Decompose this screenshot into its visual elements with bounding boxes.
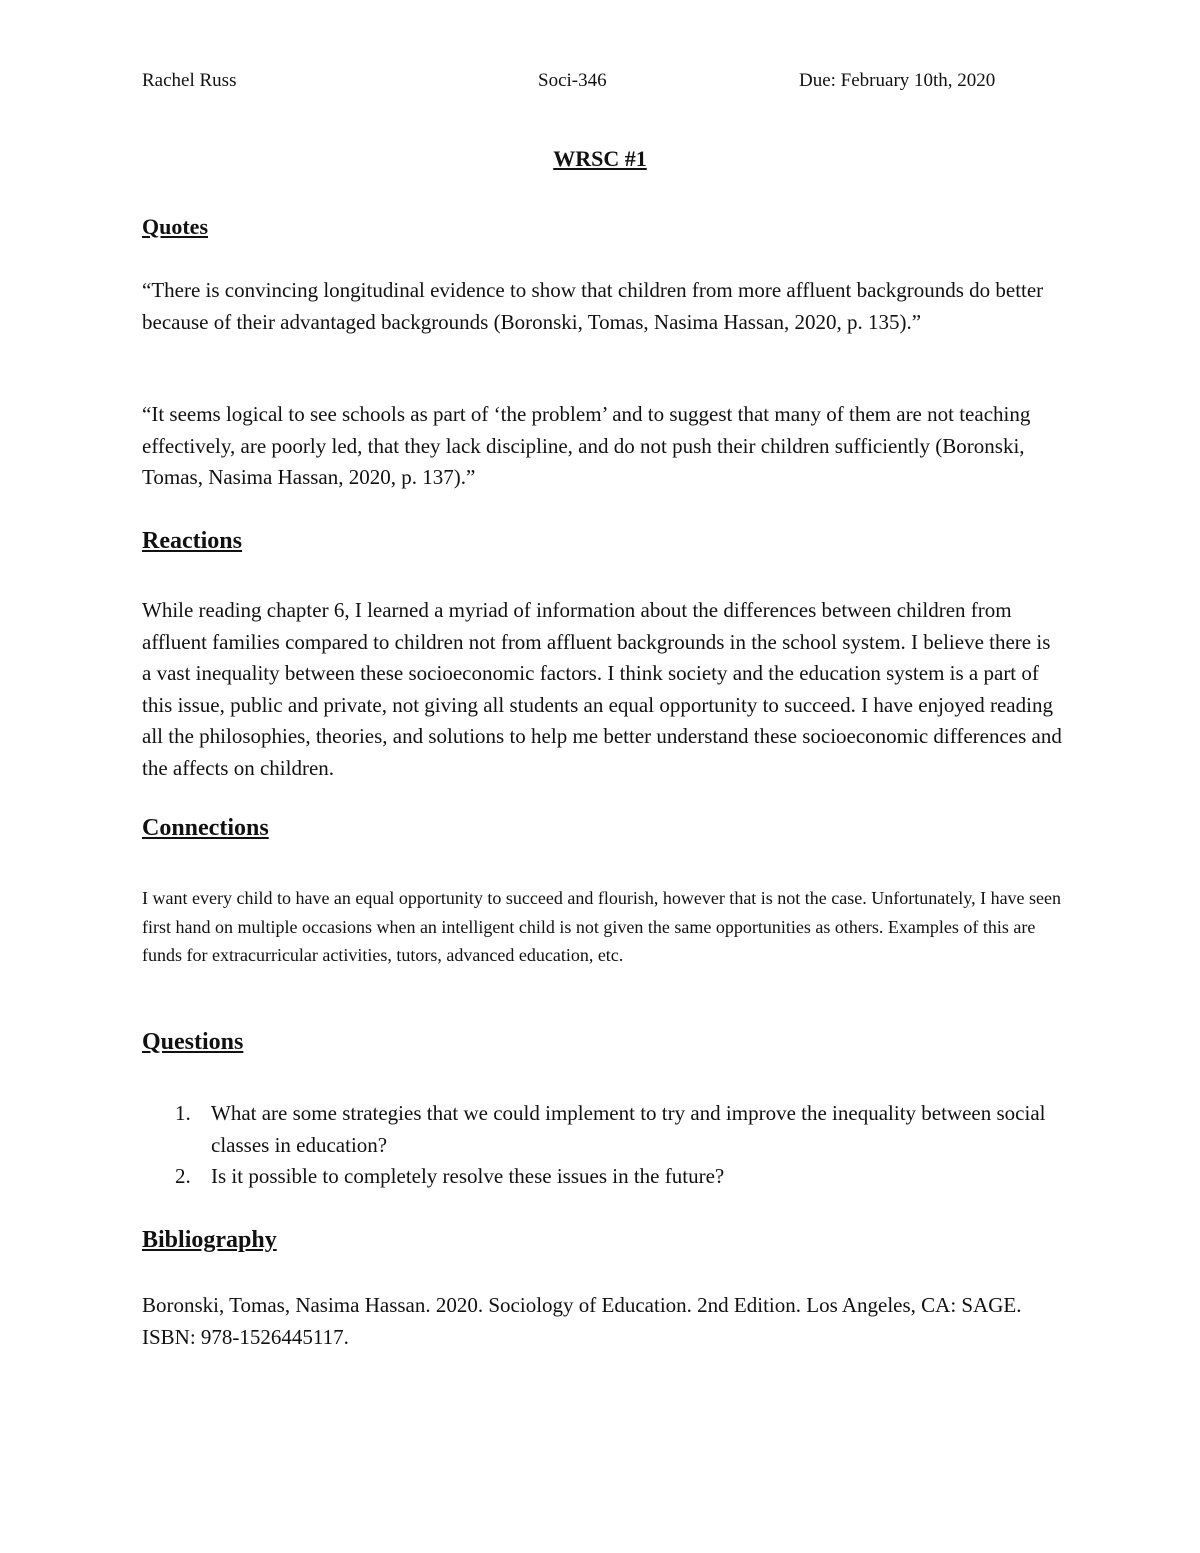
bibliography-heading: Bibliography [142,1227,277,1253]
question-number: 2. [175,1164,191,1188]
list-item [142,1161,1062,1193]
connections-heading: Connections [142,815,269,841]
quote-1: “There is convincing longitudinal evidence to show that children from more affluent backgrounds do better because of their advantaged backgrounds (Boronski, Tomas, Nasima Hassan, 2020, p. 135).” [142,278,1044,334]
document-title: WRSC #1 [553,146,647,171]
question-number: 1. [175,1101,191,1125]
list-item [142,1098,1062,1161]
due-date: Due: February 10th, 2020 [799,70,996,91]
quote-2: “It seems logical to see schools as part of ‘the problem’ and to suggest that many of them are not teaching effectively, are poorly led, that they lack discipline, and do not push their children sufficiently (Boronski, Tomas, Nasima Hassan, 2020, p. 137).” [142,402,1031,489]
bibliography-entry: Boronski, Tomas, Nasima Hassan. 2020. Sociology of Education. 2nd Edition. Los Angeles, CA: SAGE. ISBN: 978-1526445117. [142,1293,1022,1349]
course-code: Soci-346 [538,70,607,91]
questions-list [142,1098,1062,1193]
reactions-paragraph: While reading chapter 6, I learned a myriad of information about the differences between children from affluent families compared to children not from affluent backgrounds in the school system. I believe there is a vast inequality between these socioeconomic factors. I think society and the education system is a part of this issue, public and private, not giving all students an equal opportunity to succeed. I have enjoyed reading all the philosophies, theories, and solutions to help me better understand these socioeconomic differences and the affects on children. [142,598,1062,780]
connections-paragraph: I want every child to have an equal opportunity to succeed and flourish, however that is not the case. Unfortunately, I have seen first hand on multiple occasions when an intelligent child is not given the same opportunities as others. Examples of this are funds for extracurricular activities, tutors, advanced education, etc. [142,888,1062,965]
reactions-heading: Reactions [142,528,242,554]
author-name: Rachel Russ [142,70,237,91]
question-text: Is it possible to completely resolve these issues in the future? [211,1164,725,1188]
questions-heading: Questions [142,1029,244,1055]
page-header [142,70,1012,96]
quotes-heading: Quotes [142,214,208,239]
question-text: What are some strategies that we could implement to try and improve the inequality between social classes in education? [211,1101,1046,1157]
